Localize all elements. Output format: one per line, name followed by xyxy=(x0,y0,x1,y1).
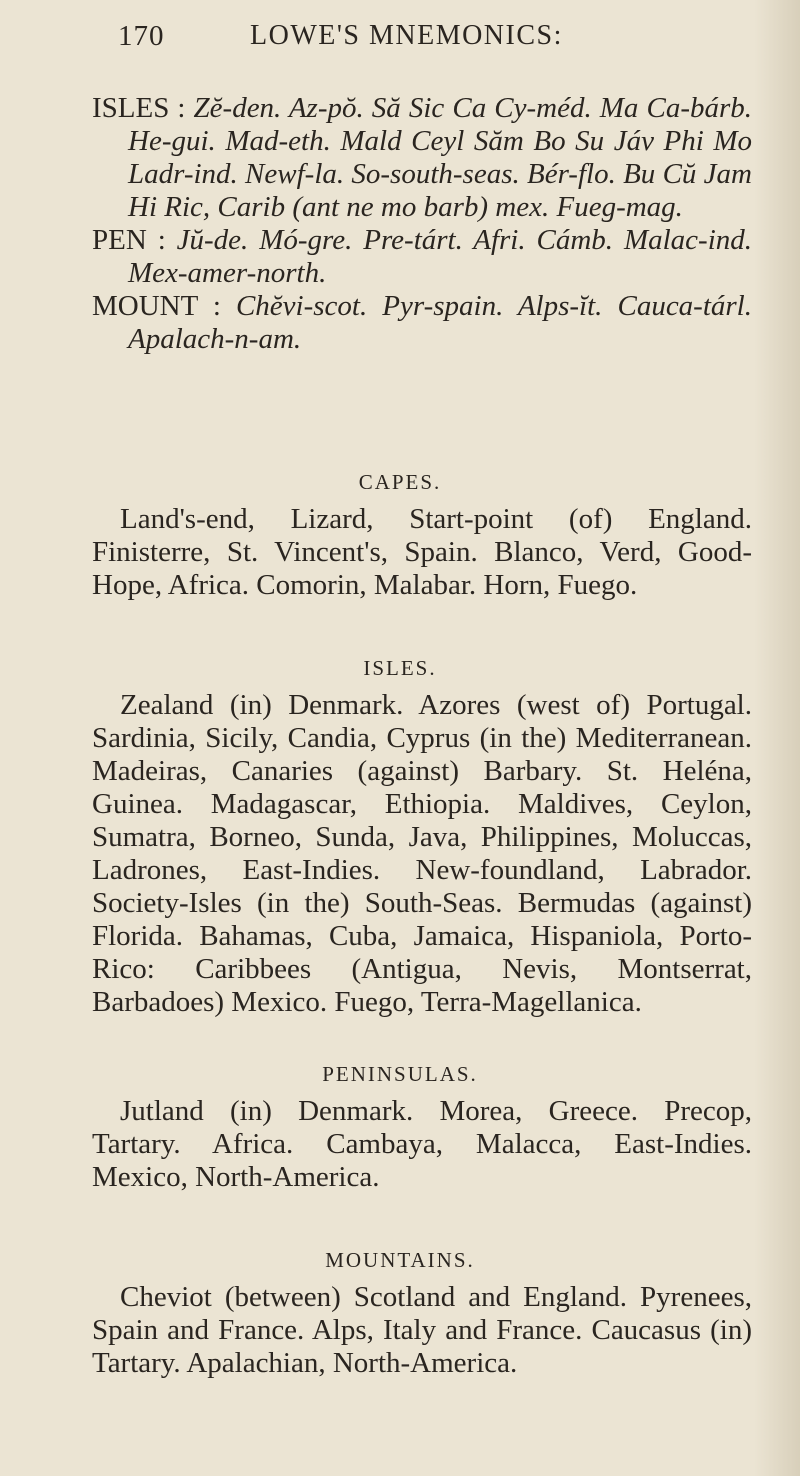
mount-mnemonic-text: Chĕvi-scot. Pyr-spain. Alps-ĭt. Cauca-tárl. Apalach-n-am. xyxy=(128,290,752,355)
isles-mnemonic-label: ISLES : xyxy=(92,92,186,124)
running-head: LOWE'S MNEMONICS: xyxy=(250,20,563,51)
mountains-heading: MOUNTAINS. xyxy=(325,1248,475,1272)
pen-mnemonic-label: PEN : xyxy=(92,224,166,256)
isles-mnemonic-text: Zĕ-den. Az-pŏ. Să Sic Ca Cy-méd. Ma Ca-bárb. He-gui. Mad-eth. Mald Ceyl Săm Bo Su Jáv Phi Mo Ladr-ind. Newf-la. So-south-seas. Bér-flo. Bu Cŭ Jam Hi Ric, Carib (ant ne mo barb) mex. Fueg-mag. xyxy=(128,92,753,223)
capes-heading: CAPES. xyxy=(358,470,442,494)
mnemonic-block xyxy=(92,92,752,356)
mountains-text: Cheviot (between) Scotland and England. Pyrenees, Spain and France. Alps, Italy and France. Caucasus (in) Tartary. Apalachian, North-America. xyxy=(92,1281,752,1379)
peninsulas-text: Jutland (in) Denmark. Morea, Greece. Precop, Tartary. Africa. Cambaya, Malacca, East-Indies. Mexico, North-America. xyxy=(92,1095,752,1193)
pen-mnemonic-text: Jŭ-de. Mó-gre. Pre-tárt. Afri. Cámb. Malac-ind. Mex-amer-north. xyxy=(128,224,753,289)
isles-heading: ISLES. xyxy=(363,656,437,680)
peninsulas-section xyxy=(92,1095,752,1194)
isles-mnemonic xyxy=(92,92,752,224)
capes-section xyxy=(92,503,752,602)
mountains-section xyxy=(92,1281,752,1380)
isles-section xyxy=(92,689,752,1019)
peninsulas-heading: PENINSULAS. xyxy=(322,1062,478,1086)
capes-text: Land's-end, Lizard, Start-point (of) England. Finisterre, St. Vincent's, Spain. Blanco, Verd, Good-Hope, Africa. Comorin, Malabar. Horn, Fuego. xyxy=(92,503,752,601)
page-number: 170 xyxy=(118,20,165,52)
page-header xyxy=(118,20,738,60)
mountains-mnemonic xyxy=(92,290,752,356)
isles-text: Zealand (in) Denmark. Azores (west of) Portugal. Sardinia, Sicily, Candia, Cyprus (in the) Mediterranean. Madeiras, Canaries (against) Barbary. St. Heléna, Guinea. Madagascar, Ethiopia. Maldives, Ceylon, Sumatra, Borneo, Sunda, Java, Philippines, Moluccas, Ladrones, East-Indies. New-foundland, Labrador. Society-Isles (in the) South-Seas. Bermudas (against) Florida. Bahamas, Cuba, Jamaica, Hispaniola, Porto-Rico: Caribbees (Antigua, Nevis, Montserrat, Barbadoes) Mexico. Fuego, Terra-Magellanica. xyxy=(92,689,752,1018)
peninsulas-mnemonic xyxy=(92,224,752,290)
mount-mnemonic-label: MOUNT : xyxy=(92,290,221,322)
